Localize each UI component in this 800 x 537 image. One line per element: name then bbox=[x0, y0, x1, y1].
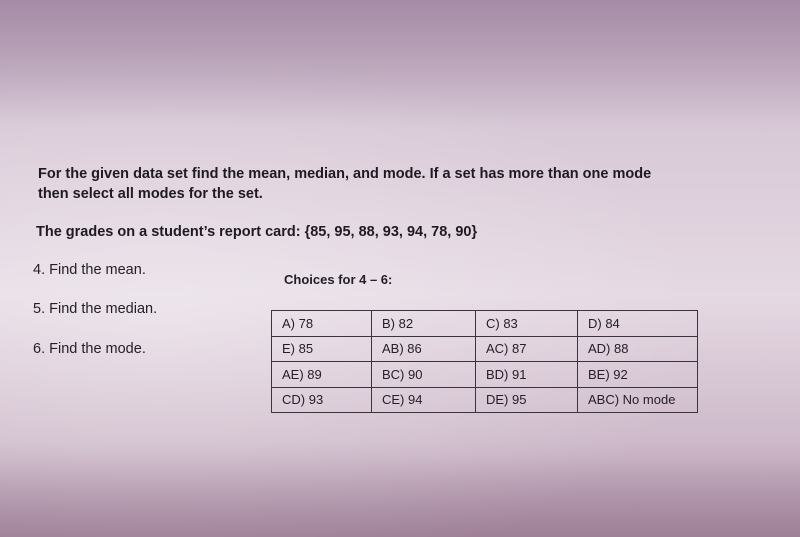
choice-cell[interactable]: DE) 95 bbox=[476, 387, 578, 413]
choice-cell[interactable]: CE) 94 bbox=[372, 387, 476, 413]
choice-cell[interactable]: AC) 87 bbox=[476, 336, 578, 362]
choice-cell[interactable]: BC) 90 bbox=[372, 362, 476, 388]
choice-cell[interactable]: ABC) No mode bbox=[578, 387, 698, 413]
choice-cell[interactable]: BD) 91 bbox=[476, 362, 578, 388]
choices-title: Choices for 4 – 6: bbox=[284, 272, 393, 287]
choice-cell[interactable]: AD) 88 bbox=[578, 336, 698, 362]
question-4: 4. Find the mean. bbox=[33, 262, 146, 278]
instructions-line-2: then select all modes for the set. bbox=[38, 186, 263, 202]
choice-cell[interactable]: C) 83 bbox=[476, 311, 578, 337]
choice-cell[interactable]: BE) 92 bbox=[578, 362, 698, 388]
table-row bbox=[272, 336, 698, 362]
instructions-line-1: For the given data set find the mean, median, and mode. If a set has more than one mode bbox=[38, 166, 652, 182]
choice-cell[interactable]: E) 85 bbox=[272, 336, 372, 362]
background-shadow-top bbox=[0, 0, 800, 130]
table-row bbox=[272, 362, 698, 388]
question-6: 6. Find the mode. bbox=[33, 341, 146, 357]
choice-cell[interactable]: D) 84 bbox=[578, 311, 698, 337]
table-row bbox=[272, 311, 698, 337]
data-set-statement: The grades on a student’s report card: {85, 95, 88, 93, 94, 78, 90} bbox=[36, 224, 478, 240]
choice-cell[interactable]: AE) 89 bbox=[272, 362, 372, 388]
table-row bbox=[272, 387, 698, 413]
choices-table bbox=[271, 310, 698, 413]
choice-cell[interactable]: B) 82 bbox=[372, 311, 476, 337]
choice-cell[interactable]: AB) 86 bbox=[372, 336, 476, 362]
question-5: 5. Find the median. bbox=[33, 301, 158, 317]
background-shadow-bottom bbox=[0, 440, 800, 537]
choice-cell[interactable]: A) 78 bbox=[272, 311, 372, 337]
choice-cell[interactable]: CD) 93 bbox=[272, 387, 372, 413]
